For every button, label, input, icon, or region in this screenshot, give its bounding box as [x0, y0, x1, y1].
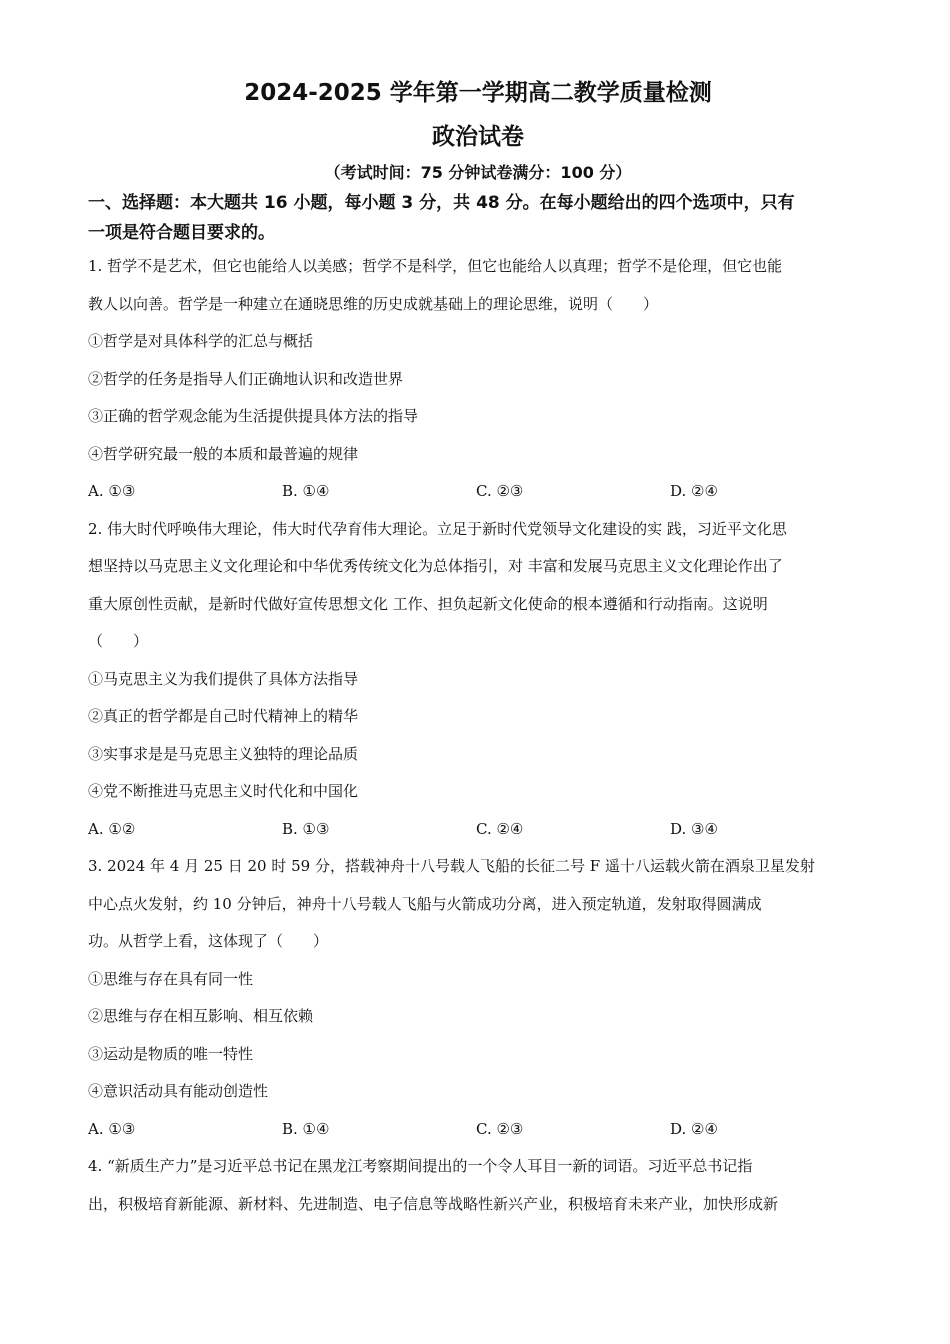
- question-text-line: 重大原创性贡献，是新时代做好宣传思想文化 工作、担负起新文化使命的根本遵循和行动指南。这说明: [88, 594, 768, 613]
- choice-d: D. ②④: [670, 482, 718, 500]
- statement-option: ③实事求是是马克思主义独特的理论品质: [88, 744, 359, 763]
- statement-option: ①思维与存在具有同一性: [88, 969, 254, 988]
- question-text-line: 1. 哲学不是艺术，但它也能给人以美感；哲学不是科学，但它也能给人以真理；哲学不是伦理，但它也能: [88, 257, 783, 275]
- question-text-line: 教人以向善。哲学是一种建立在通晓思维的历史成就基础上的理论思维，说明（ ）: [88, 294, 659, 313]
- choice-c: C. ②④: [476, 819, 524, 838]
- question-text-line: 4. “新质生产力”是习近平总书记在黑龙江考察期间提出的一个令人耳目一新的词语。习近平总书记指: [88, 1157, 753, 1175]
- answer-choices: [88, 473, 868, 511]
- choice-d: D. ③④: [670, 819, 718, 838]
- choice-b: B. ①③: [282, 819, 330, 838]
- question-text-line: （ ）: [88, 632, 149, 650]
- choice-a: A. ①③: [88, 482, 136, 500]
- question-text-line: 出，积极培育新能源、新材料、先进制造、电子信息等战略性新兴产业，积极培育未来产业，加快形成新: [88, 1194, 779, 1213]
- question-2: [88, 511, 868, 849]
- question-text-line: 3. 2024 年 4 月 25 日 20 时 59 分，搭载神舟十八号载人飞船的长征二号 F 遥十八运载火箭在酒泉卫星发射: [88, 857, 815, 875]
- statement-option: ③运动是物质的唯一特性: [88, 1044, 254, 1063]
- statement-option: ②哲学的任务是指导人们正确地认识和改造世界: [88, 369, 404, 388]
- subject-title: 政治试卷: [432, 124, 524, 150]
- choice-a: A. ①③: [88, 1119, 136, 1138]
- statement-option: ①哲学是对具体科学的汇总与概括: [88, 332, 314, 350]
- choice-c: C. ②③: [476, 1119, 524, 1138]
- statement-option: ①马克思主义为我们提供了具体方法指导: [88, 669, 359, 688]
- statement-option: ④哲学研究最一般的本质和最普遍的规律: [88, 444, 359, 463]
- choice-a: A. ①②: [88, 819, 136, 838]
- choice-d: D. ②④: [670, 1119, 718, 1138]
- answer-choices: [88, 1111, 868, 1149]
- section-heading-line: 一、选择题：本大题共 16 小题，每小题 3 分，共 48 分。在每小题给出的四个选项中，只有: [88, 193, 795, 213]
- question-4: [88, 1148, 868, 1223]
- answer-choices: [88, 811, 868, 849]
- choice-c: C. ②③: [476, 482, 524, 500]
- statement-option: ②思维与存在相互影响、相互依赖: [88, 1007, 314, 1025]
- section-heading: [88, 188, 868, 248]
- question-text-line: 中心点火发射，约 10 分钟后，神舟十八号载人飞船与火箭成功分离，进入预定轨道，发射取得圆满成: [88, 894, 762, 913]
- exam-info: （考试时间：75 分钟试卷满分：100 分）: [324, 163, 632, 182]
- question-text-line: 2. 伟大时代呼唤伟大理论，伟大时代孕育伟大理论。立足于新时代党领导文化建设的实 践，习近平文化思: [88, 519, 787, 538]
- choice-b: B. ①④: [282, 482, 330, 500]
- question-text-line: 想坚持以马克思主义文化理论和中华优秀传统文化为总体指引，对 丰富和发展马克思主义文化理论作出了: [88, 557, 783, 575]
- question-3: [88, 848, 868, 1148]
- section-heading-line: 一项是符合题目要求的。: [88, 223, 275, 243]
- statement-option: ④意识活动具有能动创造性: [88, 1082, 269, 1100]
- exam-title: 2024-2025 学年第一学期高二教学质量检测: [244, 80, 712, 106]
- question-1: [88, 248, 868, 511]
- question-text-line: 功。从哲学上看，这体现了（ ）: [88, 932, 329, 950]
- statement-option: ②真正的哲学都是自己时代精神上的精华: [88, 707, 359, 725]
- statement-option: ③正确的哲学观念能为生活提供提具体方法的指导: [88, 407, 419, 425]
- choice-b: B. ①④: [282, 1119, 330, 1138]
- statement-option: ④党不断推进马克思主义时代化和中国化: [88, 782, 359, 800]
